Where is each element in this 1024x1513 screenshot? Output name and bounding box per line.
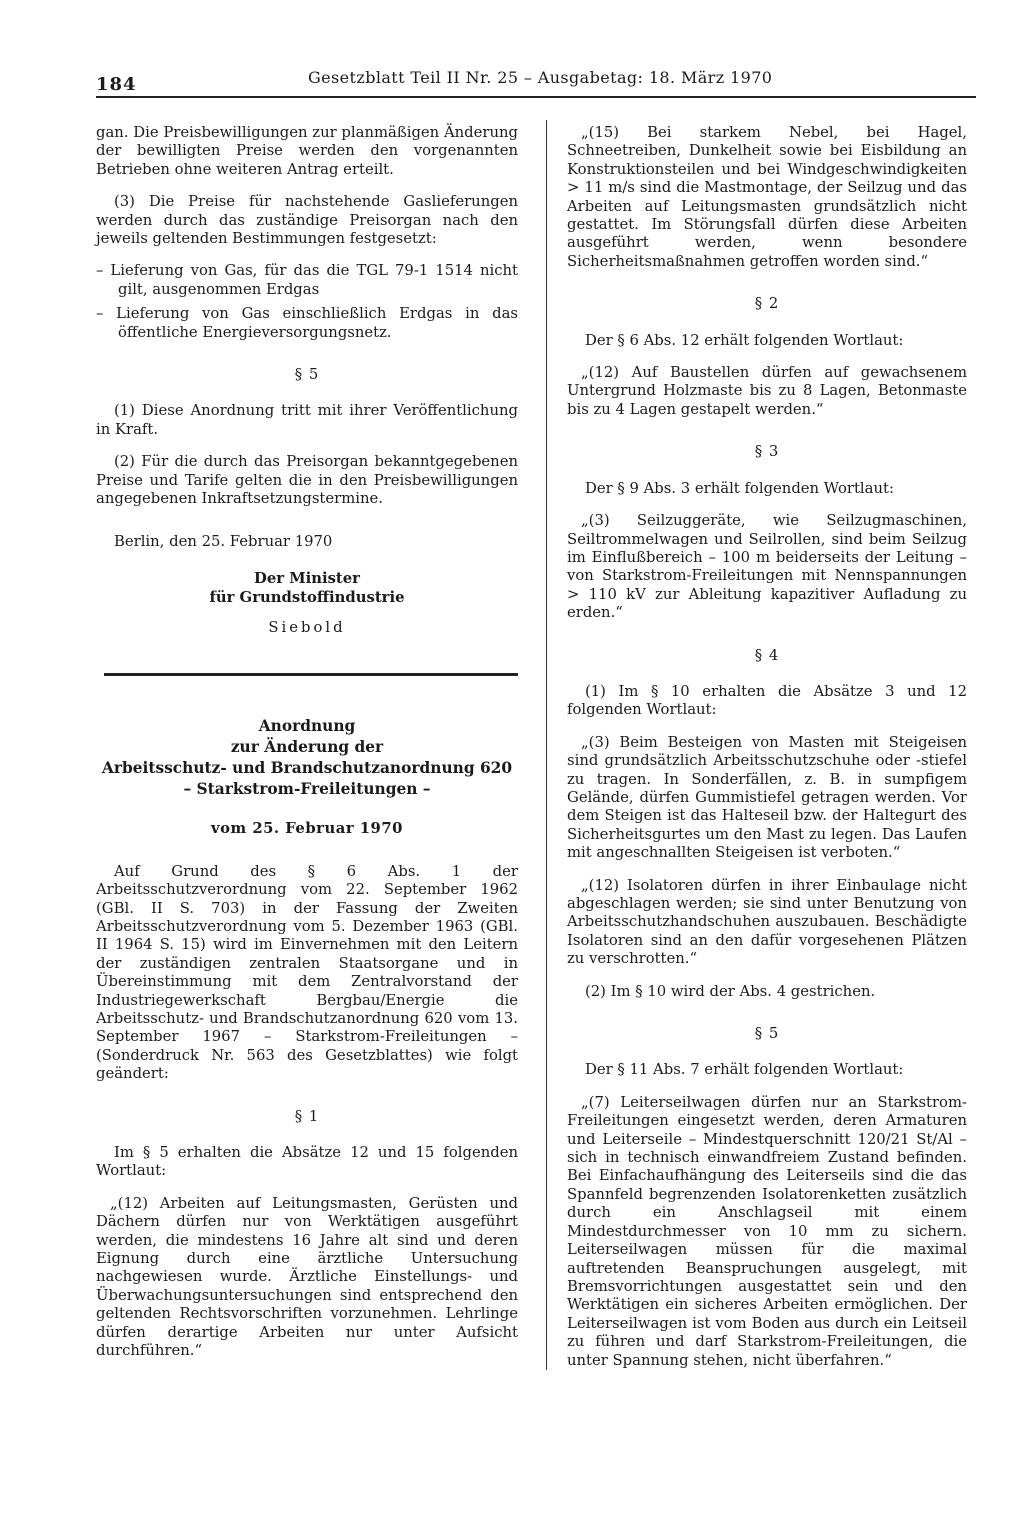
paragraph: Im § 5 erhalten die Absätze 12 und 15 folgenden Wortlaut:	[96, 1144, 518, 1180]
signer-name: Siebold	[268, 618, 346, 636]
document-date: vom 25. Februar 1970	[211, 820, 403, 838]
signer-title: Der Minister	[254, 569, 360, 587]
document-title: zur Änderung der	[230, 738, 384, 757]
paragraph: (3) Die Preise für nachstehende Gaslieferungen werden durch das zuständige Preisorgan nach den jeweils geltenden Bestimmungen festgesetzt:	[96, 193, 518, 248]
section-heading: § 5	[754, 1025, 780, 1043]
paragraph: (1) Diese Anordnung tritt mit ihrer Veröffentlichung in Kraft.	[96, 402, 518, 438]
section-heading: § 4	[754, 646, 780, 664]
paragraph: gan. Die Preisbewilligungen zur planmäßigen Änderung der bewilligten Preise werden den vorgenannten Betrieben ohne weiteren Antrag erteilt.	[96, 124, 518, 178]
quoted-paragraph: „(12) Arbeiten auf Leitungsmasten, Gerüsten und Dächern dürfen nur von Werktätigen ausgeführt werden, die mindestens 16 Jahre alt sind und deren Eignung durch eine ärztliche Untersuchung nachgewiesen wurde. Ärztliche Einstellungs- und Überwachungsuntersuchungen sind entsprechend den geltenden Rechtsvorschriften vorzunehmen. Lehrlinge dürfen derartige Arbeiten nur unter Aufsicht durchführen.“	[96, 1194, 518, 1360]
paragraph: Der § 11 Abs. 7 erhält folgenden Wortlaut:	[585, 1061, 904, 1079]
page-header	[96, 66, 976, 98]
left-column	[96, 124, 518, 1374]
paragraph: (2) Für die durch das Preisorgan bekanntgegebenen Preise und Tarife gelten die in den Preisbewilligungen angegebenen Inkraftsetzungstermine.	[96, 453, 518, 508]
section-heading: § 2	[754, 295, 780, 313]
page-number: 184	[96, 74, 137, 95]
paragraph: (1) Im § 10 erhalten die Absätze 3 und 12 folgenden Wortlaut:	[567, 682, 967, 719]
quoted-paragraph: „(15) Bei starkem Nebel, bei Hagel, Schneetreiben, Dunkelheit sowie bei Eisbildung an Konstruktionsteilen und bei Windgeschwindigkeiten > 11 m/s sind die Mastmontage, der Seilzug und das Arbeiten auf Leitungsmasten grundsätzlich nicht gestattet. Im Störungsfall dürfen diese Arbeiten ausgeführt werden, wenn besondere Sicherheitsmaßnahmen getroffen worden sind.“	[567, 124, 967, 270]
list-item: – Lieferung von Gas einschließlich Erdgas in das öffentliche Energieversorgungsnetz.	[96, 305, 518, 341]
place-date: Berlin, den 25. Februar 1970	[114, 532, 333, 550]
paragraph: Der § 9 Abs. 3 erhält folgenden Wortlaut:	[585, 479, 894, 497]
quoted-paragraph: „(12) Auf Baustellen dürfen auf gewachsenem Untergrund Holzmaste bis zu 8 Lagen, Betonmaste bis zu 4 Lagen gestapelt werden.“	[567, 364, 967, 418]
quoted-paragraph: „(3) Seilzuggeräte, wie Seilzugmaschinen, Seiltrommelwagen und Seilrollen, sind beim Seilzug im Einflußbereich – 100 m beiderseits der Leitung – von Starkstrom-Freileitungen mit Nennspannungen > 110 kV zur Ableitung kapazitiver Aufladung zu erden.“	[567, 512, 967, 622]
quoted-paragraph: „(3) Beim Besteigen von Masten mit Steigeisen sind grundsätzlich Arbeitsschutzschuhe oder -stiefel zu tragen. In Sonderfällen, z. B. in sumpfigem Gelände, dürfen Gummistiefel getragen werden. Vor dem Steigen ist das Halteseil bzw. der Haltegurt des Sicherheitsgurtes um den Mast zu legen. Das Laufen mit angeschnallten Steigeisen ist verboten.“	[567, 733, 967, 862]
section-heading: § 1	[294, 1107, 320, 1125]
column-divider	[546, 120, 547, 1370]
paragraph: (2) Im § 10 wird der Abs. 4 gestrichen.	[585, 982, 876, 1000]
list-item: – Lieferung von Gas, für das die TGL 79-1 1514 nicht gilt, ausgenommen Erdgas	[96, 262, 518, 298]
preamble: Auf Grund des § 6 Abs. 1 der Arbeitsschutzverordnung vom 22. September 1962 (GBl. II S. 703) in der Fassung der Zweiten Arbeitsschutzverordnung vom 5. Dezember 1963 (GBl. II 1964 S. 15) wird im Einvernehmen mit den Leitern der zuständigen zentralen Staatsorgane und in Übereinstimmung mit dem Zentralvorstand der Industriegewerkschaft Bergbau/Energie die Arbeitsschutz- und Brandschutzanordnung 620 vom 13. September 1967 – Starkstrom-Freileitungen – (Sonderdruck Nr. 563 des Gesetzblattes) wie folgt geändert:	[96, 862, 518, 1083]
running-head: Gesetzblatt Teil II Nr. 25 – Ausgabetag: 18. März 1970	[308, 68, 773, 87]
section-separator	[104, 673, 518, 676]
document-subtitle: – Starkstrom-Freileitungen –	[183, 780, 431, 799]
section-heading: § 5	[294, 366, 320, 384]
document-title: Anordnung	[258, 717, 356, 736]
document-title: Arbeitsschutz- und Brandschutzanordnung 620	[101, 759, 513, 778]
header-rule	[96, 96, 976, 98]
section-heading: § 3	[754, 443, 780, 461]
signer-ministry: für Grundstoffindustrie	[209, 588, 405, 606]
paragraph: Der § 6 Abs. 12 erhält folgenden Wortlaut:	[585, 331, 904, 349]
right-column	[567, 124, 967, 1384]
quoted-paragraph: „(7) Leiterseilwagen dürfen nur an Starkstrom-Freileitungen eingesetzt werden, deren Armaturen und Leiterseile – Mindestquerschnitt 120/21 St/Al – sich in technisch einwandfreiem Zustand befinden. Bei Einfachaufhängung des Leiterseils sind die das Spannfeld begrenzenden Isolatorenketten zusätzlich durch ein Anschlagseil mit einem Mindestdurchmesser von 10 mm zu sichern. Leiterseilwagen müssen für die maximal auftretenden Beanspruchungen ausgelegt, mit Bremsvorrichtungen ausgestattet sein und den Werktätigen ein sicheres Arbeiten ermöglichen. Der Leiterseilwagen ist vom Boden aus durch ein Leitseil zu führen und darf Starkstrom-Freileitungen, die unter Spannung stehen, nicht überfahren.“	[567, 1093, 967, 1369]
quoted-paragraph: „(12) Isolatoren dürfen in ihrer Einbaulage nicht abgeschlagen werden; sie sind unter Benutzung von Arbeitsschutzhandschuhen auszubauen. Beschädigte Isolatoren sind an den dafür vorgesehenen Plätzen zu verschrotten.“	[567, 876, 967, 968]
